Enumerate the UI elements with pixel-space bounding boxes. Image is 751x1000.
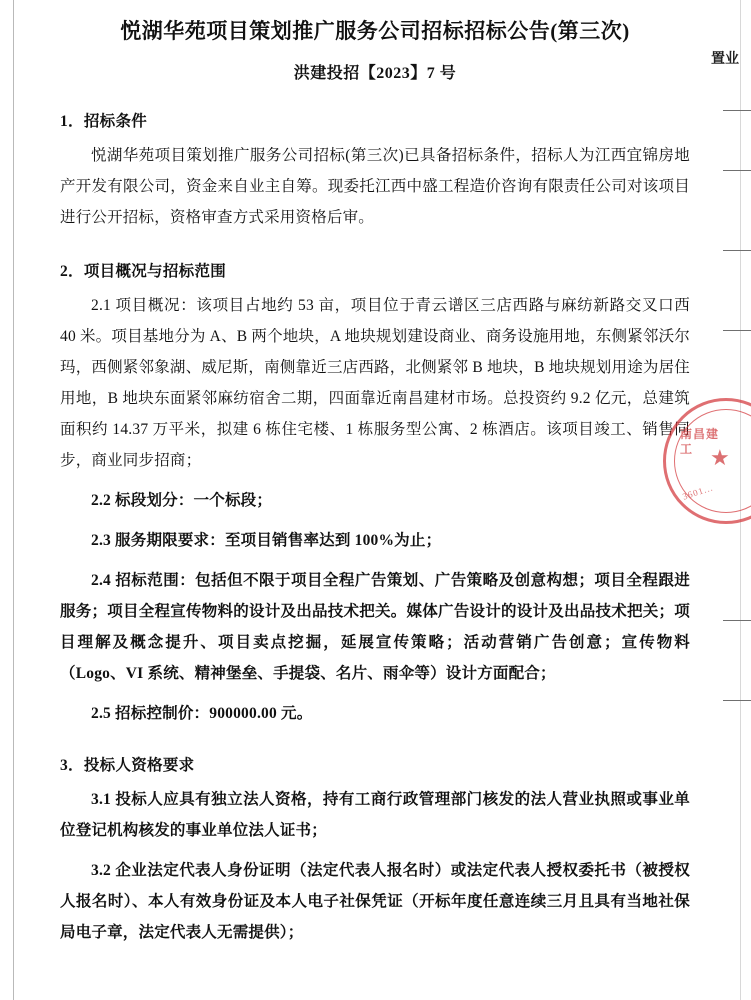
right-margin-rule <box>723 700 751 701</box>
right-margin-rule <box>723 170 751 171</box>
section-1-paragraph-1: 悦湖华苑项目策划推广服务公司招标(第三次)已具备招标条件，招标人为江西宜锦房地产开发有限公司，资金来自业主自筹。现委托江西中盛工程造价咨询有限责任公司对该项目进行公开招标，资格审查方式采用资格后审。 <box>60 147 690 226</box>
right-margin-rule <box>723 110 751 111</box>
section-2-paragraph-1: 2.1 项目概况：该项目占地约 53 亩，项目位于青云谱区三店西路与麻纺新路交叉口西 40 米。项目基地分为 A、B 两个地块，A 地块规划建设商业、商务设施用地，东侧紧邻沃尔玛，西侧紧邻象湖、威尼斯，南侧靠近三店西路，北侧紧邻 B 地块，B 地块规划用途为居住用地，B 地块东面紧邻麻纺宿舍二期，四面靠近南昌建材市场。总投资约 9.2 亿元，总建筑面积约 14.37 万平米，拟建 6 栋住宅楼、1 栋服务型公寓、2 栋酒店。该项目竣工、销售同步，商业同步招商； <box>60 297 690 469</box>
right-margin-rule <box>723 330 751 331</box>
section-3-paragraph-1: 3.1 投标人应具有独立法人资格，持有工商行政管理部门核发的法人营业执照或事业单位登记机构核发的事业单位法人证书； <box>60 791 690 839</box>
seal-star-icon: ★ <box>710 445 730 470</box>
document-number: 洪建投招【2023】7 号 <box>293 65 457 82</box>
right-margin-rule <box>723 620 751 621</box>
seal-text: 南昌建工 <box>680 427 720 456</box>
document-body <box>60 0 690 948</box>
page-left-rule <box>13 0 14 1000</box>
section-2-paragraph-2: 2.2 标段划分：一个标段； <box>91 492 273 509</box>
section-2-paragraph-4: 2.4 招标范围：包括但不限于项目全程广告策划、广告策略及创意构想；项目全程跟进服务；项目全程宣传物料的设计及出品技术把关。媒体广告设计的设计及出品技术把关；项目理解及概念提升、项目卖点挖掘，延展宣传策略；活动营销广告创意；宣传物料（Logo、VI 系统、精神堡垒、手提袋、名片、雨伞等）设计方面配合； <box>60 572 690 682</box>
seal-number: 3601... <box>681 482 715 502</box>
section-3-paragraph-2: 3.2 企业法定代表人身份证明（法定代表人报名时）或法定代表人授权委托书（被授权人报名时）、本人有效身份证及本人电子社保凭证（开标年度任意连续三月且具有当地社保局电子章，法定代表人无需提供）； <box>60 862 690 941</box>
section-heading-3: 3．投标人资格要求 <box>60 757 195 774</box>
right-margin-label: 置业 <box>711 52 739 67</box>
section-2-paragraph-3: 2.3 服务期限要求：至项目销售率达到 100%为止； <box>91 532 442 549</box>
right-margin-rule <box>723 250 751 251</box>
page-title: 悦湖华苑项目策划推广服务公司招标招标公告(第三次) <box>120 19 630 43</box>
section-2-paragraph-5: 2.5 招标控制价：900000.00 元。 <box>91 705 313 722</box>
section-heading-1: 1．招标条件 <box>60 113 148 130</box>
section-heading-2: 2．项目概况与招标范围 <box>60 263 227 280</box>
